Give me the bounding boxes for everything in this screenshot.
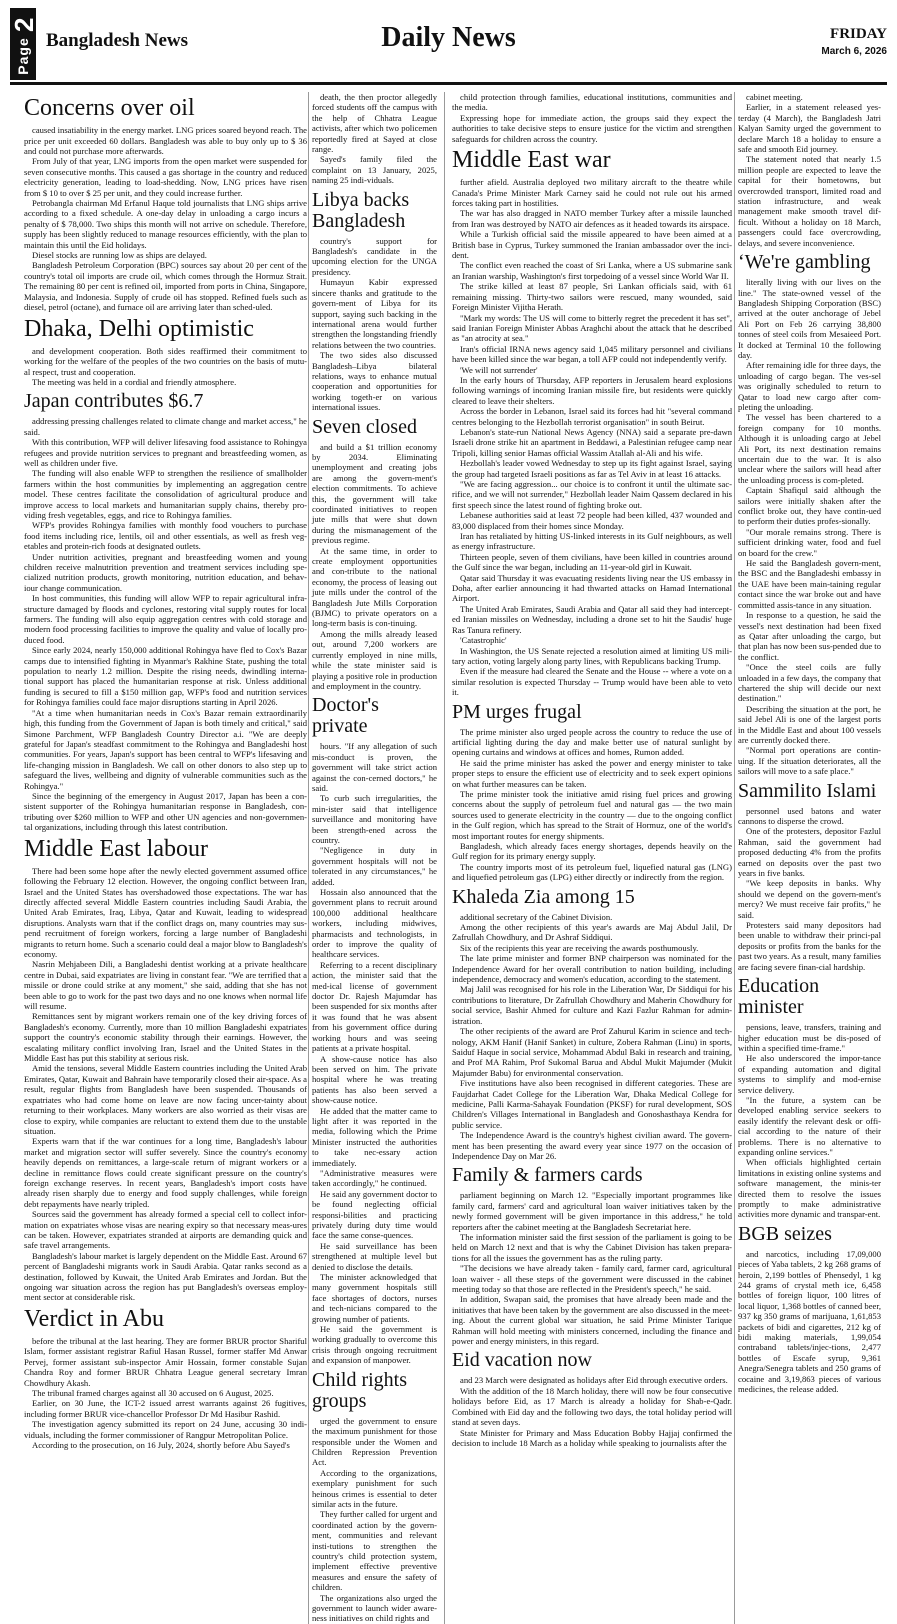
article (312, 190, 437, 413)
article-headline: ‘We're gambling (738, 251, 871, 274)
article-headline: PM urges frugal (452, 700, 582, 723)
article-headline: Japan contributes $6.7 (24, 390, 204, 413)
article-paragraph: Lebanese authorities said at least 72 people had been killed, 437 wounded and 83,000 displaced from their homes since Monday. (452, 510, 732, 531)
article-paragraph: Five institutions have also been recognised in different categories. These are Faujdarhat Cadet College for the Liberation War, Dhaka Medical College for medicine, Palli Karma-Sahayak Foundation (PKSF) for rural development, SOS Children's Villages International in Bangladesh and Gonoshasthaya Kendra for public service. (452, 1078, 732, 1130)
section-title: Daily News (381, 22, 516, 53)
article-paragraph: 'Catastrophic' (460, 635, 507, 646)
article-paragraph: The investigation agency submitted its report on 24 June, accusing 30 indi-viduals, including the former commissioner of Rangpur Metropolitan Police. (24, 1419, 307, 1440)
article-paragraph: The other recipients of the award are Prof Zahurul Karim in science and tech-nology, AKM Hanif (Hanif Sanket) in culture, Zobera Rahman (Linu) in sports, Saiduf Haque in social service, Mohammad Abdul Baki in research and training, and Prof MA Rahim, Prof Sukomal Barua and Abdul Mukit Majumder (Mukit Majumder Babu) for environmental conservation. (452, 1026, 732, 1078)
day-label: FRIDAY (830, 26, 887, 42)
article-paragraph: Bangladesh Petroleum Corporation (BPC) sources say about 20 per cent of the country's total oil imports are crude oil, which comes through the Hormuz Strait. The remaining 80 per cent is refined oil, imported from ports in China, Singapore, Malaysia, and Indonesia. Supply of crude oil has stopped. Refined fuels such as diesel, petrol (octane), and furnace oil are arriving later than sched-uled. (24, 260, 307, 313)
article (452, 1350, 732, 1448)
article-paragraph: Maj Jalil was recognised for his role in the Liberation War, Dr Siddiqui for his contributions to literature, Dr Zafrullah Chowdhury and Maherin Chowdhury for social service, Bashir Ahmed for culture and Kazi Fazlur Rahman for admin-istration. (452, 984, 732, 1026)
article-paragraph: Hossain also announced that the government plans to recruit around 100,000 additional healthcare workers, including midwives, pharmacists and technologists, in order to improve the quality of healthcare services. (312, 887, 437, 960)
article-paragraph: The prime minister took the initiative amid rising fuel prices and growing concerns about the supply of petroleum fuel and natural gas — the two main sources used to generate electricity in the country — due to the ongoing conflict in the Gulf region, which has spread to the Strait of Hormuz, one of the world's most important routes for energy shipments. (452, 788, 732, 841)
article (24, 391, 307, 832)
article (738, 781, 881, 973)
article-paragraph: Iran has retaliated by hitting US-linked interests in its Gulf neighbours, as well as energy infrastructure. (452, 531, 732, 552)
article (738, 252, 881, 777)
article-paragraph: before the tribunal at the last hearing. They are former BRUR proctor Shariful Islam, former assistant registrar Rafiul Hasan Russel, former staffer Md Anwar Pervej, former assistant sub-inspector Amir Hossain, former constable Sujan Chandra Roy and former BRUR Chhatra League general secretary Imran Chowdhury Akash. (24, 1336, 307, 1388)
article (312, 417, 437, 692)
article-paragraph: The organizations also urged the government to launch wider aware-ness initiatives on child rights and (312, 1592, 437, 1624)
article-paragraph: "Mark my words: The US will come to bitterly regret the precedent it has set", said Iranian Foreign Minister Abbas Araghchi about the attack that he described as "an atrocity at sea." (452, 312, 732, 344)
article-headline: Khaleda Zia among 15 (452, 885, 635, 908)
article-paragraph: From July of that year, LNG imports from the open market were suspended for seven consecutive months. This caused a gas shortage in the country and reduced electricity generation, leading to load-shedding. Now, LNG prices have risen from $ 10 to over $ 25 per unit, and they could increase further. (24, 156, 307, 198)
article-paragraph: The conflict even reached the coast of Sri Lanka, where a US submarine sank an Iranian warship, Washington's first torpedoing of a vessel since World War II. (452, 260, 732, 281)
article (452, 702, 732, 883)
article (24, 837, 307, 1303)
article-headline: Verdict in Abu (24, 1305, 164, 1332)
article-paragraph: Earlier, on 30 June, the ICT-2 issued arrest warrants against 26 fugitives, including former BRUR vice-chancellor Professor Dr Md Hasibur Rashid. (24, 1398, 307, 1419)
article-paragraph: The war has also dragged in NATO member Turkey after a missile launched from Iran was destroyed by NATO air defences as it headed towards its airspace. (452, 208, 732, 229)
article-paragraph: and development cooperation. Both sides reaffirmed their commitment to working for the welfare of the peoples of the two countries on the basis of mutu-al respect, trust and cooperation. (24, 345, 307, 377)
article-paragraph: With the addition of the 18 March holiday, there will now be four consecutive holidays before Eid, as 17 March is already a holiday for Shab-e-Qadr. Combined with Eid day and the following two days, the total holiday period will stand at seven days. (452, 1385, 732, 1428)
article-paragraph: A show-cause notice has also been served on him. The private hospital where he was treating patients has also been served a show-cause notice. (312, 1053, 437, 1106)
article-paragraph: After remaining idle for three days, the unloading of cargo began. The ves-sel was originally scheduled to return to Qatar to load new cargo after com-pleting the unloading. (738, 360, 881, 412)
article-paragraph: They further called for urgent and coordinated action by the govern-ment, communities and relevant insti-tutions to strengthen the country's child protection system, implement effective preventive measures and ensure the safety of children. (312, 1509, 437, 1593)
article-paragraph: "Once the steel coils are fully unloaded in a few days, the company that chartered the ship will decide our next destination." (738, 662, 881, 704)
article (24, 317, 307, 388)
article-paragraph: Even if the measure had cleared the Senate and the House -- where a vote on a similar resolution is expected Thursday -- Trump would have been able to veto it. (452, 666, 732, 698)
masthead (10, 0, 887, 85)
article-paragraph: He said the prime minister has asked the power and energy minister to take proper steps to ensure the efficient use of electricity and to seek expert opinions on what further measures can be taken. (452, 757, 732, 789)
article-paragraph: "Administrative measures were taken accordingly," he continued. (312, 1167, 437, 1189)
article-paragraph: The prime minister also urged people across the country to reduce the use of artificial lighting during the day and make better use of natural sunlight by opening curtains and windows at offices and homes, Rumon added. (452, 726, 732, 758)
article-paragraph: Six of the recipients this year are receiving the awards posthumously. (460, 942, 699, 953)
article-paragraph: Iran's official IRNA news agency said 1,045 military personnel and civilians have been killed since the war began, a toll AFP could not independently verify. (452, 343, 732, 365)
article-paragraph: "The decisions we have already taken - family card, farmer card, agricultural loan waiver - all these steps of the government were discussed in the cabinet meeting today so that those are reflected in the President's speech," he said. (452, 1263, 732, 1295)
article-paragraph: He said the government is working gradually to overcome this crisis through ongoing recruitment and expansion of manpower. (312, 1324, 437, 1366)
article-paragraph: Since the beginning of the emergency in August 2017, Japan has been a con-sistent supporter of the Rohingya humanitarian response in Bangladesh, con-tributing over $260 million to WFP and other UN agencies and non-governmen-tal organizations, including through this latest contribution. (24, 790, 307, 833)
article-paragraph: Sayed's family filed the complaint on 13 January, 2025, naming 25 indi-viduals. (312, 154, 437, 186)
article-paragraph: hours. "If any allegation of such mis-conduct is proven, the government will take strict action against the con-cerned doctors," he said. (312, 741, 437, 793)
article-paragraph: literally living with our lives on the line." The state-owned vessel of the Bangladesh Shipping Corporation (BSC) arrived at the outer anchorage of Jebel Ali Port on Feb 26 carrying 38,800 tonnes of steel coils from Mesaieed Port. It docked at Terminal 10 the following day. (738, 277, 881, 360)
article-paragraph: To curb such irregularities, the min-ister said that intelligence surveillance and monitoring have been strength-ened across the country. (312, 793, 437, 845)
article-paragraph: The meeting was held in a cordial and friendly atmosphere. (32, 376, 237, 387)
article-paragraph: pensions, leave, transfers, training and higher education must be dis-posed of within a specified time-frame." (738, 1022, 881, 1053)
article-headline: Sammilito Islami (738, 779, 877, 802)
article-paragraph: child protection through families, educational institutions, communities and the media. (452, 92, 732, 113)
date-label: March 6, 2026 (821, 46, 887, 57)
article-headline: Eid vacation now (452, 1349, 592, 1372)
column-rule (308, 92, 309, 1624)
article-paragraph: Remittances sent by migrant workers remain one of the key driving forces of Bangladesh's economy. Currently, more than 10 million Bangladeshi expatriates support the country's economic stability through their earnings. However, the escalating military conflict involving Iran, Israel and the United States in the Middle East has put this stability at serious risk. (24, 1011, 307, 1064)
article-paragraph: He said the Bangladesh govern-ment, the BSC and the Bangladeshi embassy in the UAE have been main-taining regular contact since the war broke out and have committed assis-tance in any situation. (738, 558, 881, 610)
article-paragraph: Referring to a recent disciplinary action, the minister said that the med-ical license of government doctor Dr. Rajesh Majumdar has been suspended for six months after it was found that he was absent from his government office during working hours and was seeing patients at a private hospital. (312, 959, 437, 1054)
column-rule (734, 92, 735, 1624)
article-paragraph: In host communities, this funding will allow WFP to repair agricultural infra-structure damaged by floods and cyclones, restoring vital supply routes for local farmers. The funding will also equip aggregation centres with cold storage and modern food processing facilities to improve the quality and value of locally pro-duced food. (24, 593, 307, 645)
article-paragraph: "At a time when humanitarian needs in Cox's Bazar remain extraordinarily high, this funding from the Government of Japan is both timely and critical," said Simone Parchment, WFP Bangladesh Country Director a.i. "We are deeply grateful for Japan's steadfast commitment to the Rohingya and Bangladeshi host communities. For years, Japan's support has been central to WFP's lifesaving and life-changing mission in Bangladesh. We call on other donors to also step up to safeguard the lives, wellbeing and dignity of vulnerable communities such as the Rohingya." (24, 707, 307, 791)
article-paragraph: and build a $1 trillion economy by 2034. Eliminating unemployment and creating jobs are among the govern-ment's election commitments. To achieve this, the government will take coordinated initiatives to reopen jute mills that were shut down during the mismanagement of the previous regime. (312, 441, 437, 546)
article-headline: Libya backs Bangladesh (312, 188, 410, 232)
article-headline: Child rights groups (312, 1368, 408, 1412)
article-headline: Concerns over oil (24, 95, 195, 121)
column-4 (738, 92, 881, 1624)
article-paragraph: With this contribution, WFP will deliver lifesaving food assistance to Rohingya refugees and provide nutrition services to pregnant and breastfeeding women, as well as children under five. (24, 437, 307, 468)
article-paragraph: He said surveillance has been strengthened at multiple level but denied to disclose the details. (312, 1240, 437, 1272)
article-paragraph: The late prime minister and former BNP chairperson was nominated for the Independence Award for her overall contribution to nation building, including independence, democracy and women's education, according to the statement. (452, 953, 732, 985)
brand-name: Bangladesh News (46, 30, 188, 51)
article-paragraph: Among the other recipients of this year's awards are Maj Abdul Jalil, Dr Zafrullah Chowdhury, and Dr Ashraf Siddiqui. (452, 922, 732, 943)
page-number: 2 (9, 17, 39, 32)
article-paragraph: addressing pressing challenges related to climate change and market access," he said. (24, 416, 307, 437)
article (738, 92, 881, 248)
article-paragraph: additional secretary of the Cabinet Division. (460, 911, 613, 922)
article (24, 96, 307, 313)
article-headline: Seven closed (312, 415, 417, 438)
article-headline: Family & farmers cards (452, 1164, 643, 1187)
page-label: Page (15, 37, 31, 75)
column-3 (452, 92, 732, 1624)
article (312, 1370, 437, 1624)
article-paragraph: The information minister said the first session of the parliament is going to be held on March 12 next and that is why the Cabinet Division has taken prepara-tions for all the issues the government has as the ruling party. (452, 1232, 732, 1263)
article-paragraph: and 23 March were designated as holidays after Eid through executive orders. (460, 1375, 728, 1386)
article-paragraph: parliament beginning on March 12. "Especially important programmes like family card, farmers' card and agricultural loan waiver initiatives taken by the newly formed government will be given importance in this address," he told reporters after the cabinet meeting at the Bangladesh Secretariat here. (452, 1190, 732, 1232)
article (452, 887, 732, 1162)
article-paragraph: Thirteen people, seven of them civilians, have been killed in countries around the Gulf since the war began, including an 11-year-old girl in Kuwait. (452, 551, 732, 573)
article-paragraph: State Minister for Primary and Mass Education Bobby Hajjaj confirmed the decision to include 18 March as a holiday while speaking to journalists after the (452, 1427, 732, 1448)
article-paragraph: Humayun Kabir expressed sincere thanks and gratitude to the govern-ment of Libya for its support, saying such backing in the international arena would further strengthen the longstanding friendly relations between the two countries. (312, 277, 437, 350)
article (738, 1224, 881, 1395)
article-paragraph: There had been some hope after the newly elected government assumed office following the February 12 election. However, the ongoing conflict between Iran, Israel and the United States has overshadowed those expectations. The war has directly affected several Middle Eastern countries including Saudi Arabia, the United Arab Emirates, Iraq, Libya, Qatar and Kuwait, leading to widespread disruptions. Analysts warn that if the conflict drags on, many countries may sus-pend recruitment of foreign workers, forcing a large number of Bangladeshi migrants to return home. Such a scenario could deal a major blow to Bangladesh's economy. (24, 865, 307, 959)
article-headline: BGB seizes (738, 1222, 832, 1245)
article-paragraph: "Normal port operations are contin-uing. If the situation deteriorates, all the sailors will move to a safe place." (738, 745, 881, 777)
article-paragraph: Petrobangla chairman Md Erfanul Haque told journalists that LNG ships arrive according to a fixed schedule. A one-day delay in unloading a cargo incurs a penalty of $ 78,000. Two ships this month will not arrive on schedule. Therefore, supply has been slightly reduced to manage resources efficiently, with the plan to maintain this until the Eid holidays. (24, 198, 307, 250)
dateline (821, 26, 887, 57)
article-paragraph: While a Turkish official said the missile appeared to have been aimed at a British base in Cyprus, Turkey summoned the Iranian ambassador over the inci-dent. (452, 229, 732, 261)
article-paragraph: The funding will also enable WFP to strengthen the resilience of smallholder farmers within the host communities by implementing an aggregation centre model. These centres facilitate the consolidation of agricultural produce and improve access to local markets and humanitarian supply chains, thereby pro-viding fresh vegetables, eggs, and rice to Rohingya families. (24, 468, 307, 520)
article-paragraph: Earlier, in a statement released yes-terday (4 March), the Bangladesh Jatri Kalyan Samity urged the government to declare March 18 a holiday to ensure a safe and smooth Eid journey. (738, 102, 881, 155)
article-paragraph: He also underscored the impor-tance of expanding automation and digital systems to simplify and mod-ernise service delivery. (738, 1053, 881, 1095)
article-paragraph: "Negligence in duty in government hospitals will not be tolerated in any circumstances," he added. (312, 845, 437, 887)
article-paragraph: cabinet meeting. (746, 92, 803, 102)
article-paragraph: The Independence Award is the country's highest civilian award. The govern-ment has been presenting the award every year since 1977 on the occasion of Independence Day on Mar 26. (452, 1130, 732, 1161)
article-paragraph: He said any government doctor to be found neglecting official responsi-bilities and practicing privately during duty time would face the same conse-quences. (312, 1188, 437, 1241)
article-paragraph: Expressing hope for immediate action, the groups said they expect the authorities to take decisive steps to ensure justice for the victim and strengthen safeguards for children across the country. (452, 112, 732, 144)
article-paragraph: When officials highlighted certain limitations in existing online systems and software management, the minis-ter directed them to resolve the issues promptly to make administrative activities more dynamic and transpar-ent. (738, 1157, 881, 1220)
article-paragraph: The country imports most of its petroleum fuel, liquefied natural gas (LNG) and liquefied petroleum gas (LPG) either directly or indirectly from the region. (452, 861, 732, 883)
article-paragraph: "We are facing aggression... our choice is to confront it until the ultimate sac-rifice, and we will not surrender," Hezbollah leader Naim Qassem declared in his first speech since the latest round of fighting broke out. (452, 479, 732, 510)
article-paragraph: Under nutrition activities, pregnant and breastfeeding women and young children receive malnutrition prevention and treatment services including spe-cialized nutrition products, growth monitoring, nutrition education, and behav-iour change communication. (24, 551, 307, 593)
article-paragraph: personnel used batons and water cannons to disperse the crowd. (738, 805, 881, 826)
article-headline: Education minister (738, 975, 820, 1019)
article-paragraph: WFP's provides Rohingya families with monthly food vouchers to purchase food items including rice, lentils, oil and other essentials, as well as fresh veg-etables and protein-rich foods at designated outlets. (24, 520, 307, 552)
article-paragraph: Nasrin Mehjabeen Dili, a Bangladeshi dentist working at a private healthcare centre in Dubai, said expatriates are living in constant fear. "We are terrified that a missile or drone could strike at any moment," she said, adding that she has not been able to go to work for the past two days and no one knows when normal life will resume. (24, 959, 307, 1012)
article-paragraph: "Our morale remains strong. There is sufficient drinking water, food and fuel on board for the crew." (738, 526, 881, 558)
article-paragraph: Hezbollah's leader vowed Wednesday to step up its fight against Israel, saying the group had targeted Israeli positions as far as Tel Aviv in at least 16 attacks. (452, 458, 732, 479)
article-paragraph: Amid the tensions, several Middle Eastern countries including the United Arab Emirates, Qatar, Kuwait and Bahrain have temporarily closed their air-space. As a result, regular flights from Bangladesh have been suspended. Thousands of expatriates who had come home on leave are now facing uncer-tainty about returning to their workplaces. Many workers are also worried as their visas are close to expiry, while companies are reluctant to extend them due to the unstable situation. (24, 1063, 307, 1136)
article-paragraph: Since early 2024, nearly 150,000 additional Rohingya have fled to Cox's Bazar camps due to intensified fighting in Myanmar's Rakhine State, pushing the total population to nearly 1.2 million. Despite the rising needs, dwindling interna-tional support has placed the humanitarian response at risk. Unless additional funding is secured to fill a $150 million gap, WFP's food and nutrition services for Rohingya families could face major disruptions starting in April 2026. (24, 645, 307, 708)
article-paragraph: Bangladesh, which already faces energy shortages, depends heavily on the Gulf region for its primary energy supply. (452, 841, 732, 862)
article-headline: Middle East labour (24, 835, 208, 862)
article-paragraph: Lebanon's state-run National News Agency (NNA) said a separate pre-dawn Israeli drone strike hit an apartment in Beddawi, a Palestinian refugee camp near Tripoli, killing senior Hamas official Wassim Atallah al-Ali and his wife. (452, 426, 732, 458)
article-paragraph: Diesel stocks are running low as ships are delayed. (32, 250, 207, 261)
article-paragraph: "In the future, a system can be developed enabling service seekers to easily identify the relevant desk or offi-cial according to the nature of their problems. There is no alternative to expanding online services." (738, 1094, 881, 1157)
article (452, 92, 732, 144)
article-paragraph: Describing the situation at the port, he said Jebel Ali is one of the largest ports in the Middle East and about 100 vessels are currently docked there. (738, 703, 881, 745)
article-paragraph: The strike killed at least 87 people, Sri Lankan officials said, with 61 remaining missing. Thirty-two sailors were rescued, many wounded, said Foreign Minister Vijitha Herath. (452, 281, 732, 313)
article-paragraph: The United Arab Emirates, Saudi Arabia and Qatar all said they had intercept-ed Iranian missiles on Wednesday, including a drone set to hit the Saudis' huge Ras Tanura refinery. (452, 603, 732, 635)
article-paragraph: In response to a question, he said the vessel's next destination had been fixed as Qatar after unloading the cargo, but that plan has now been sus-pended due to the conflict. (738, 610, 881, 662)
article-paragraph: death, the then proctor allegedly forced students off the campus with the help of Chhatra League activists, after which two policemen reportedly fired at Sayed at close range. (312, 92, 437, 155)
column-rule (444, 92, 445, 1624)
article (312, 695, 437, 1365)
article-paragraph: Bangladesh's labour market is largely dependent on the Middle East. Around 67 percent of Bangladeshi migrants work in Saudi Arabia. Qatar ranks second as a destination, followed by Kuwait, the United Arab Emirates and Jordan. But the ongoing war situation across the region has put Bangladesh's overseas employ-ment sector at considerable risk. (24, 1250, 307, 1303)
article-paragraph: According to the organizations, exemplary punishment for such heinous crimes is essential to deter similar acts in the future. (312, 1467, 437, 1509)
article-paragraph: At the same time, in order to create employment opportunities and con-tribute to the national economy, the process of leasing out jute mills under the control of the Bangladesh Jute Mills Corporation (BJMC) to private operators on a long-term basis is con-tinuing. (312, 545, 437, 629)
article-paragraph: Experts warn that if the war continues for a long time, Bangladesh's labour market and migration sector will suffer severely. Since the country's economy heavily depends on remittances, a large-scale return of migrant workers or a decline in remittance flows could create significant pressure on the country's foreign exchange reserves. In recent years, Bangladesh's import costs have already risen sharply due to energy and food supply challenges, while foreign debt repayments have nearly tripled. (24, 1136, 307, 1209)
article-paragraph: urged the government to ensure the maximum punishment for those responsible under the Women and Children Repression Prevention Act. (312, 1415, 437, 1468)
article-paragraph: According to the prosecution, on 16 July, 2024, shortly before Abu Sayed's (32, 1440, 290, 1451)
article-paragraph: Captain Shafiqul said although the sailors were initially shaken after the conflict broke out, they have contin-ued to perform their duties profes-sionally. (738, 485, 881, 527)
article-paragraph: "We keep deposits in banks. Why should we depend on the govern-ment's mercy? We must receive fair profits," he said. (738, 878, 881, 920)
article-paragraph: caused insatiability in the energy market. LNG prices soared beyond reach. The price per unit exceeded 60 dollars. Bangladesh was able to buy only up to $ 36 and could not purchase more afterwards. (24, 125, 307, 156)
article-paragraph: He added that the matter came to light after it was reported in the media, following which the Prime Minister instructed the authorities to take nec-essary action immediately. (312, 1105, 437, 1168)
article-paragraph: Protesters said many depositors had been unable to withdraw their princi-pal deposits or profits from the banks for the past two years. As a result, many families are facing severe finan-cial hardship. (738, 920, 881, 972)
article (452, 148, 732, 698)
article-paragraph: The tribunal framed charges against all 30 accused on 6 August, 2025. (32, 1388, 274, 1399)
column-1 (24, 92, 307, 1624)
article-paragraph: country's support for Bangladesh's candidate in the upcoming election for the UNGA presidency. (312, 235, 437, 277)
article-headline: Dhaka, Delhi optimistic (24, 315, 254, 342)
article-paragraph: further afield. Australia deployed two military aircraft to the theatre while Canada's Prime Minister Mark Carney said he could not rule out his armed forces taking part in hostilities. (452, 177, 732, 209)
article-paragraph: and narcotics, including 17,09,000 pieces of Yaba tablets, 2 kg 268 grams of heroin, 2,199 bottles of Phensedyl, 1 kg 244 grams of crystal meth ice, 6,458 bottles of foreign liquor, 100 litres of local liquor, 1,368 bottles of canned beer, 937 kg 350 grams of marijuana, 1,61,853 packets of bidi and cigarettes, 212 kg of bidi making materials, 1,99,054 contraband tablets/injec-tions, 2,477 bottles of Escafe syrup, 9,361 Anegra/Senegra tablets and 250 grams of cocaine and 3,19,863 pieces of various medicines, the release added. (738, 1248, 881, 1395)
column-2 (312, 92, 437, 1624)
news-columns (24, 92, 881, 1624)
article-paragraph: The statement noted that nearly 1.5 million people are expected to leave the capital for their hometowns, but overcrowded transport, limited road and station infrastructure, and weak management make smooth travel dif-ficult. Without a holiday on 18 March, passengers could face overcrowding, delays, and severe inconvenience. (738, 154, 881, 248)
article-paragraph: 'We will not surrender' (460, 364, 538, 375)
article-headline: Middle East war (452, 147, 611, 174)
article-paragraph: In the early hours of Thursday, AFP reporters in Jerusalem heard explosions following warnings of incoming Iranian missile fire, but residents were quickly cleared to leave their shelters. (452, 374, 732, 406)
article (738, 976, 881, 1220)
article-paragraph: Across the border in Lebanon, Israel said its forces had hit "several command centres belonging to the Hezbollah terrorist organisation" in south Beirut. (452, 406, 732, 427)
article-paragraph: Sources said the government has already formed a special cell to collect infor-mation on expatriates whose visas are nearing expiry so that necessary meas-ures can be taken. However, expatriates stranded at airports are demanding quick and safe travel arrangements. (24, 1209, 307, 1251)
article (24, 1307, 307, 1451)
article (312, 92, 437, 186)
article-paragraph: The minister acknowledged that many government hospitals still face shortages of doctors, nurses and tech-nicians compared to the growing number of patients. (312, 1272, 437, 1324)
article-paragraph: The vessel has been chartered to a foreign company for 10 months. Although it is unloading cargo at Jebel Ali Port, its next destination remains uncertain due to the war. It is also unclear where the sailors will head after the unloading process is com-pleted. (738, 412, 881, 485)
article-paragraph: The two sides also discussed Bangladesh–Libya bilateral relations, ways to enhance mutual cooperation and opportunities for working togeth-er on various international issues. (312, 350, 437, 413)
article-paragraph: Among the mills already leased out, around 7,200 workers are currently employed in nine mills, while the state minister said is playing a positive role in production and employment in the country. (312, 628, 437, 691)
article (452, 1165, 732, 1346)
article-paragraph: Qatar said Thursday it was evacuating residents living near the US embassy in Doha, after earlier announcing it had thwarted attacks on Hamad International Airport. (452, 572, 732, 604)
article-paragraph: In Washington, the US Senate rejected a resolution aimed at limiting US mili-tary action, voting largely along party lines, with Republicans backing Trump. (452, 645, 732, 666)
article-paragraph: In addition, Swapan said, the promises that have already been made and the initiatives that have been taken by the government are also discussed in the meet-ing. About the current global war situation, he said Prime Minister Tarique Rahman will hold meeting with ministers concerned, including the finance and power and energy ministers, in this regard. (452, 1294, 732, 1347)
article-headline: Doctor's private (312, 694, 379, 738)
article-paragraph: One of the protesters, depositor Fazlul Rahman, said the government had proposed deducting 4% from the profits earned on deposits over the past two years in five banks. (738, 826, 881, 879)
